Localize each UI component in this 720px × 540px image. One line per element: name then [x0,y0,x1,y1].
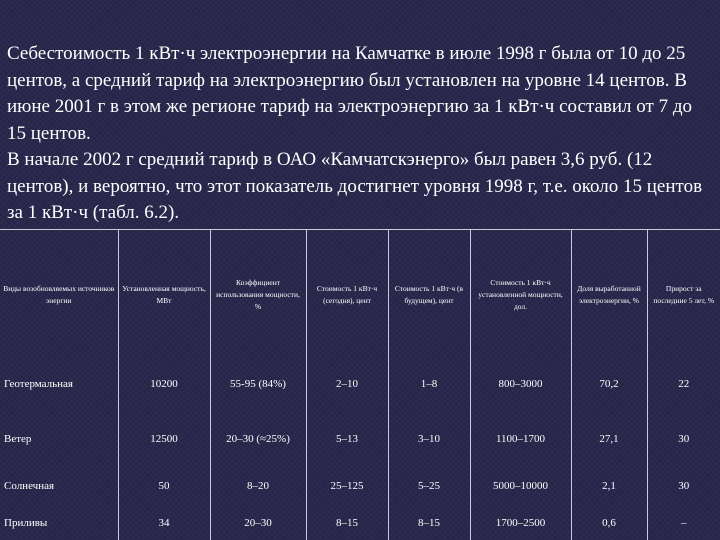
cell-installed-capacity: 10200 [118,360,210,409]
table-header-row [0,230,720,360]
cell-cost-installed: 800–3000 [470,360,571,409]
paragraph-1: Себестоимость 1 кВт·ч электроэнергии на Камчатке в июле 1998 г была от 10 до 25 центов, а средний тариф на электроэнергию был установлен на уровне 14 центов. В июне 2001 г в этом же регионе тариф на электроэнергию за 1 кВт·ч составил от 7 до 15 центов. [7,43,693,144]
header-cost-installed: Стоимость 1 кВт·ч установленной мощности, дол. [470,230,571,360]
cell-energy-share: 2,1 [571,469,647,503]
slide-text [7,41,713,227]
cell-cost-installed: 1100–1700 [470,409,571,469]
energy-table [0,229,720,540]
cell-capacity-factor: 8–20 [210,469,306,503]
cell-growth: 30 [678,479,690,492]
header-cost-future: Стоимость 1 кВт·ч (в будущем), цент [388,230,470,360]
header-cost-today: Стоимость 1 кВт·ч (сегодня), цент [306,230,388,360]
cell-energy-share: 0,6 [571,503,647,540]
cell-cost-installed: 5000–10000 [470,469,571,503]
cell-energy-share: 70,2 [571,360,647,409]
cell-cost-today: 5–13 [306,409,388,469]
header-installed-capacity: Установленная мощность, МВт [118,230,210,360]
table-row [0,503,720,540]
cell-cost-future: 1–8 [388,360,470,409]
cell-cost-future: 5–25 [388,469,470,503]
cell-capacity-factor: 20–30 [210,503,306,540]
cell-energy-type: Солнечная [0,469,118,503]
cell-cost-today: 2–10 [306,360,388,409]
header-energy-share: Доля выработанной электроэнергии, % [571,230,647,360]
cell-growth: – [681,516,687,529]
cell-energy-type: Приливы [0,503,118,540]
cell-installed-capacity: 50 [118,469,210,503]
table-row [0,360,720,409]
cell-growth: 22 [678,378,690,390]
cell-installed-capacity: 34 [118,503,210,540]
cell-energy-type: Геотермальная [0,360,118,409]
header-capacity-factor: Коэффициент использования мощности, % [210,230,306,360]
energy-table-container [0,229,720,540]
table-row [0,409,720,469]
header-energy-type: Виды возобновляемых источников энергии [0,230,118,360]
cell-growth: 30 [678,432,690,445]
cell-cost-future: 8–15 [388,503,470,540]
cell-capacity-factor: 20–30 (≈25%) [210,409,306,469]
paragraph-2: В начале 2002 г средний тариф в ОАО «Камчатскэнерго» был равен 3,6 руб. (12 центов), и вероятно, что этот показатель достигнет уровня 1998 г, т.е. около 15 центов за 1 кВт·ч (табл. 6.2). [7,149,703,223]
cell-energy-share: 27,1 [571,409,647,469]
cell-cost-installed: 1700–2500 [470,503,571,540]
cell-cost-future: 3–10 [388,409,470,469]
cell-energy-type: Ветер [0,409,118,469]
cell-cost-today: 8–15 [306,503,388,540]
cell-capacity-factor: 55-95 (84%) [210,360,306,409]
header-growth: Прирост за последние 5 лет, % [653,283,715,305]
cell-installed-capacity: 12500 [118,409,210,469]
table-row [0,469,720,503]
cell-cost-today: 25–125 [306,469,388,503]
